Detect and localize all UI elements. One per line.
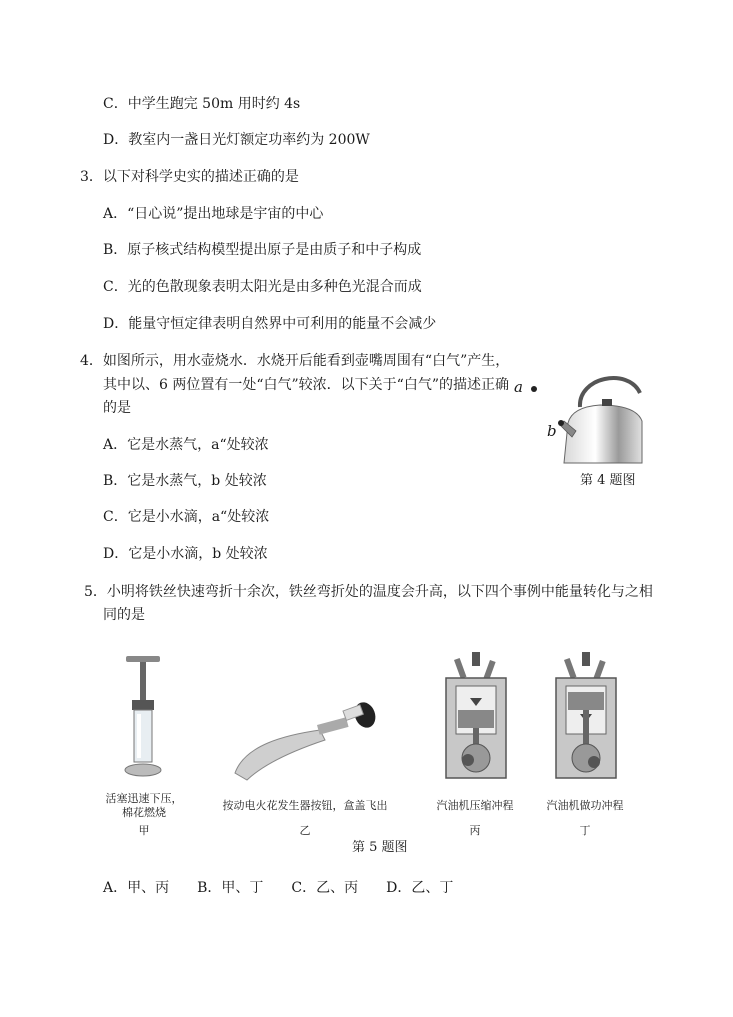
point-a-marker <box>531 386 537 392</box>
q5-figure-caption: 第 5 题图 <box>352 840 408 855</box>
q2-option-c: C．中学生跑完 50m 用时约 4s <box>103 96 301 112</box>
q4-option-a: A．它是水蒸气，a“处较浓 <box>103 437 269 453</box>
q3-option-a: A．“日心说”提出地球是宇宙的中心 <box>103 206 324 222</box>
q2-option-d: D．教室内一盏日光灯额定功率约为 200W <box>103 132 370 148</box>
q4-option-b: B．它是水蒸气，b 处较浓 <box>103 473 267 489</box>
q5-stem-line2: 同的是 <box>103 607 145 623</box>
fig-yi-caption: 按动电火花发生器按钮，盒盖飞出 <box>222 799 388 812</box>
fig-ding-name: 丁 <box>579 824 591 837</box>
fig-bing-caption: 汽油机压缩冲程 <box>436 799 514 812</box>
figure-label-a: a <box>514 378 523 396</box>
q3-stem: 3．以下对科学史实的描述正确的是 <box>80 169 299 185</box>
fig-jia-name: 甲 <box>138 824 150 837</box>
point-b-marker <box>558 420 564 426</box>
q4-option-c: C．它是小水滴，a“处较浓 <box>103 509 270 525</box>
fig-bing-engine <box>440 650 512 790</box>
q5-stem-line1: 5．小明将铁丝快速弯折十余次，铁丝弯折处的温度会升高，以下四个事例中能量转化与之相 <box>84 584 653 600</box>
q4-stem-line2: 其中以、6 两位置有一处“白气”较浓．以下关于“白气”的描述正确 <box>103 377 509 393</box>
fig-ding-engine <box>550 650 622 790</box>
q4-stem-line1: 4．如图所示，用水壶烧水．水烧开后能看到壶嘴周围有“白气”产生， <box>80 353 510 369</box>
q3-option-b: B．原子核式结构模型提出原子是由质子和中子构成 <box>103 242 422 258</box>
q3-option-c: C．光的色散现象表明太阳光是由多种色光混合而成 <box>103 279 422 295</box>
kettle-figure <box>510 365 650 465</box>
q3-option-d: D．能量守恒定律表明自然界中可利用的能量不会减少 <box>103 316 437 332</box>
q4-stem-line3: 的是 <box>103 400 131 416</box>
q4-figure-caption: 第 4 题图 <box>580 473 636 488</box>
figure-label-b: b <box>547 422 557 440</box>
fig-yi-name: 乙 <box>299 824 311 837</box>
q5-answer-options: A．甲、丙 B．甲、丁 C．乙、丙 D．乙、丁 <box>103 880 454 896</box>
fig-jia-piston-cylinder <box>118 652 168 782</box>
fig-yi-spark-generator <box>225 695 395 785</box>
fig-jia-caption-line1: 活塞迅速下压， <box>105 792 183 805</box>
fig-bing-name: 丙 <box>469 824 481 837</box>
fig-ding-caption: 汽油机做功冲程 <box>546 799 624 812</box>
q4-option-d: D．它是小水滴，b 处较浓 <box>103 546 268 562</box>
fig-jia-caption-line2: 棉花燃烧 <box>122 806 166 819</box>
